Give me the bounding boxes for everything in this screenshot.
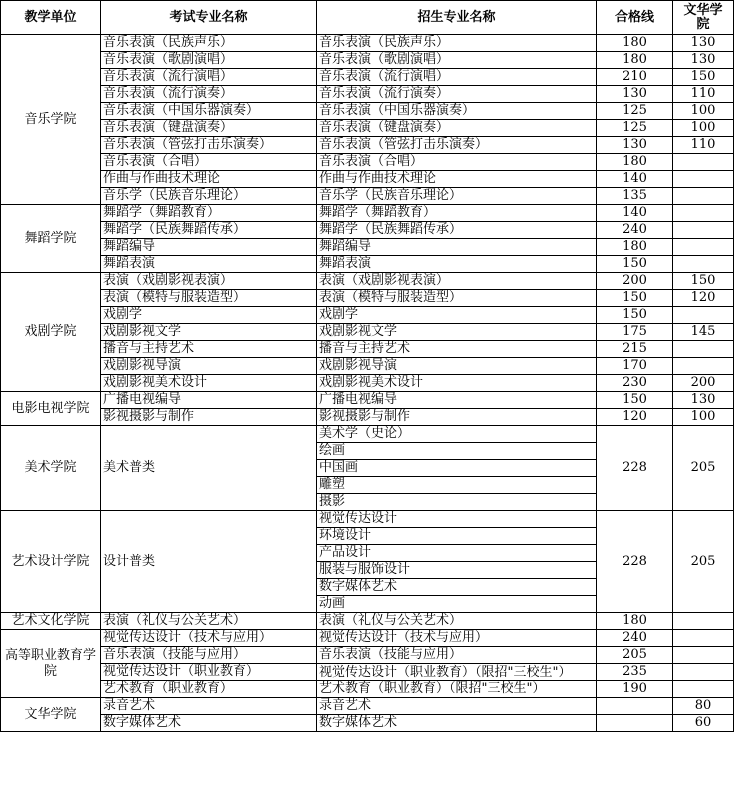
table-row	[1, 69, 734, 86]
exam-major-cell: 戏剧学	[101, 307, 317, 324]
pass-line-cell: 215	[597, 341, 673, 358]
enroll-major-cell: 音乐表演（技能与应用）	[317, 647, 597, 664]
enroll-major-cell: 音乐表演（管弦打击乐演奏）	[317, 137, 597, 154]
enroll-major-cell: 戏剧影视文学	[317, 324, 597, 341]
enroll-major-cell: 作曲与作曲技术理论	[317, 171, 597, 188]
wenhua-line-cell: 130	[673, 392, 734, 409]
wenhua-line-cell	[673, 681, 734, 698]
enroll-major-cell: 视觉传达设计	[317, 511, 597, 528]
header-wenhua-line1: 文华学	[683, 2, 723, 18]
unit-cell: 艺术设计学院	[1, 511, 101, 613]
wenhua-line-cell: 200	[673, 375, 734, 392]
exam-major-cell: 音乐表演（流行演唱）	[101, 69, 317, 86]
pass-line-cell: 180	[597, 239, 673, 256]
enroll-major-cell: 中国画	[317, 460, 597, 477]
enroll-major-cell: 表演（模特与服装造型）	[317, 290, 597, 307]
table-row	[1, 103, 734, 120]
wenhua-line-cell	[673, 647, 734, 664]
enroll-major-cell: 舞蹈学（民族舞蹈传承）	[317, 222, 597, 239]
enroll-major-cell: 产品设计	[317, 545, 597, 562]
table-row	[1, 137, 734, 154]
wenhua-line-cell: 100	[673, 409, 734, 426]
exam-major-cell: 音乐表演（歌剧演唱）	[101, 52, 317, 69]
pass-line-cell: 170	[597, 358, 673, 375]
unit-cell: 美术学院	[1, 426, 101, 511]
wenhua-line-cell	[673, 341, 734, 358]
pass-line-cell: 235	[597, 664, 673, 681]
enroll-major-cell: 美术学（史论）	[317, 426, 597, 443]
pass-line-cell	[597, 698, 673, 715]
table-row	[1, 664, 734, 681]
enroll-major-cell: 音乐表演（流行演奏）	[317, 86, 597, 103]
enroll-major-cell: 音乐表演（流行演唱）	[317, 69, 597, 86]
unit-cell: 音乐学院	[1, 35, 101, 205]
header-pass-line: 合格线	[597, 1, 673, 35]
pass-line-cell: 180	[597, 613, 673, 630]
table-row	[1, 341, 734, 358]
wenhua-line-cell: 145	[673, 324, 734, 341]
exam-major-cell: 表演（戏剧影视表演）	[101, 273, 317, 290]
enroll-major-cell: 环境设计	[317, 528, 597, 545]
enroll-major-cell: 表演（戏剧影视表演）	[317, 273, 597, 290]
table-row	[1, 613, 734, 630]
exam-major-cell: 音乐表演（合唱）	[101, 154, 317, 171]
exam-major-cell: 音乐表演（技能与应用）	[101, 647, 317, 664]
pass-line-cell: 230	[597, 375, 673, 392]
table-row	[1, 86, 734, 103]
header-enroll-major: 招生专业名称	[317, 1, 597, 35]
exam-major-cell: 音乐表演（管弦打击乐演奏）	[101, 137, 317, 154]
enroll-major-cell: 服装与服饰设计	[317, 562, 597, 579]
exam-major-cell: 数字媒体艺术	[101, 715, 317, 732]
wenhua-line-cell: 130	[673, 52, 734, 69]
wenhua-line-cell	[673, 307, 734, 324]
table-row	[1, 171, 734, 188]
wenhua-line-cell: 130	[673, 35, 734, 52]
wenhua-line-cell	[673, 154, 734, 171]
unit-cell: 舞蹈学院	[1, 205, 101, 273]
enroll-major-cell: 音乐学（民族音乐理论）	[317, 188, 597, 205]
table-row	[1, 290, 734, 307]
pass-line-cell: 200	[597, 273, 673, 290]
table-row	[1, 681, 734, 698]
enroll-major-cell: 影视摄影与制作	[317, 409, 597, 426]
pass-line-cell: 140	[597, 171, 673, 188]
enroll-major-cell: 音乐表演（歌剧演唱）	[317, 52, 597, 69]
exam-major-cell: 音乐表演（键盘演奏）	[101, 120, 317, 137]
enroll-major-cell: 数字媒体艺术	[317, 715, 597, 732]
table-header-row	[1, 1, 734, 35]
wenhua-line-cell: 100	[673, 103, 734, 120]
table-row	[1, 273, 734, 290]
pass-line-cell: 150	[597, 307, 673, 324]
table-row	[1, 188, 734, 205]
exam-major-cell: 播音与主持艺术	[101, 341, 317, 358]
enroll-major-cell: 戏剧影视美术设计	[317, 375, 597, 392]
exam-major-cell: 戏剧影视导演	[101, 358, 317, 375]
pass-line-cell: 180	[597, 35, 673, 52]
enroll-major-cell: 数字媒体艺术	[317, 579, 597, 596]
wenhua-line-cell	[673, 630, 734, 647]
table-row	[1, 307, 734, 324]
pass-line-cell: 175	[597, 324, 673, 341]
enroll-major-cell: 舞蹈表演	[317, 256, 597, 273]
pass-line-cell: 180	[597, 154, 673, 171]
exam-major-cell: 设计普类	[101, 511, 317, 613]
enroll-major-cell: 录音艺术	[317, 698, 597, 715]
pass-line-cell: 190	[597, 681, 673, 698]
pass-line-cell: 180	[597, 52, 673, 69]
table-row	[1, 222, 734, 239]
enroll-major-cell: 视觉传达设计（职业教育）（限招"三校生"）	[317, 664, 597, 681]
table-row	[1, 256, 734, 273]
pass-line-cell: 125	[597, 103, 673, 120]
exam-major-cell: 艺术教育（职业教育）	[101, 681, 317, 698]
wenhua-line-cell: 120	[673, 290, 734, 307]
table-row	[1, 239, 734, 256]
pass-line-cell: 150	[597, 256, 673, 273]
exam-major-cell: 美术普类	[101, 426, 317, 511]
header-unit: 教学单位	[1, 1, 101, 35]
pass-line-cell: 140	[597, 205, 673, 222]
pass-line-cell: 150	[597, 392, 673, 409]
pass-line-cell: 205	[597, 647, 673, 664]
wenhua-line-cell	[673, 222, 734, 239]
table-row	[1, 52, 734, 69]
wenhua-line-cell: 100	[673, 120, 734, 137]
table-row	[1, 358, 734, 375]
exam-major-cell: 戏剧影视美术设计	[101, 375, 317, 392]
unit-cell: 文华学院	[1, 698, 101, 732]
wenhua-line-cell	[673, 239, 734, 256]
enroll-major-cell: 表演（礼仪与公关艺术）	[317, 613, 597, 630]
table-row	[1, 511, 734, 528]
exam-major-cell: 视觉传达设计（技术与应用）	[101, 630, 317, 647]
unit-cell: 电影电视学院	[1, 392, 101, 426]
exam-major-cell: 舞蹈表演	[101, 256, 317, 273]
exam-major-cell: 影视摄影与制作	[101, 409, 317, 426]
wenhua-line-cell: 110	[673, 137, 734, 154]
pass-line-cell: 120	[597, 409, 673, 426]
exam-major-cell: 录音艺术	[101, 698, 317, 715]
exam-major-cell: 戏剧影视文学	[101, 324, 317, 341]
wenhua-line-cell	[673, 358, 734, 375]
header-wenhua	[673, 1, 734, 35]
enroll-major-cell: 广播电视编导	[317, 392, 597, 409]
enroll-major-cell: 音乐表演（键盘演奏）	[317, 120, 597, 137]
pass-line-cell: 150	[597, 290, 673, 307]
wenhua-line-cell: 80	[673, 698, 734, 715]
table-row	[1, 647, 734, 664]
pass-line-cell: 135	[597, 188, 673, 205]
enroll-major-cell: 舞蹈编导	[317, 239, 597, 256]
exam-major-cell: 广播电视编导	[101, 392, 317, 409]
pass-line-cell: 228	[597, 426, 673, 511]
wenhua-line-cell	[673, 613, 734, 630]
table-row	[1, 324, 734, 341]
table-row	[1, 409, 734, 426]
wenhua-line-cell: 205	[673, 426, 734, 511]
table-row	[1, 630, 734, 647]
table-row	[1, 154, 734, 171]
exam-major-cell: 舞蹈编导	[101, 239, 317, 256]
exam-major-cell: 视觉传达设计（职业教育）	[101, 664, 317, 681]
wenhua-line-cell: 60	[673, 715, 734, 732]
enroll-major-cell: 摄影	[317, 494, 597, 511]
exam-major-cell: 舞蹈学（民族舞蹈传承）	[101, 222, 317, 239]
pass-line-cell: 130	[597, 137, 673, 154]
exam-major-cell: 表演（模特与服装造型）	[101, 290, 317, 307]
pass-line-cell: 210	[597, 69, 673, 86]
pass-line-cell: 240	[597, 222, 673, 239]
exam-major-cell: 表演（礼仪与公关艺术）	[101, 613, 317, 630]
pass-line-cell: 228	[597, 511, 673, 613]
wenhua-line-cell	[673, 188, 734, 205]
enroll-major-cell: 戏剧影视导演	[317, 358, 597, 375]
wenhua-line-cell	[673, 664, 734, 681]
exam-major-cell: 音乐学（民族音乐理论）	[101, 188, 317, 205]
enroll-major-cell: 视觉传达设计（技术与应用）	[317, 630, 597, 647]
exam-major-cell: 舞蹈学（舞蹈教育）	[101, 205, 317, 222]
table-row	[1, 120, 734, 137]
enroll-major-cell: 雕塑	[317, 477, 597, 494]
wenhua-line-cell: 205	[673, 511, 734, 613]
wenhua-line-cell: 110	[673, 86, 734, 103]
enroll-major-cell: 音乐表演（民族声乐）	[317, 35, 597, 52]
pass-line-cell	[597, 715, 673, 732]
pass-line-cell: 240	[597, 630, 673, 647]
unit-cell: 戏剧学院	[1, 273, 101, 392]
exam-major-cell: 音乐表演（流行演奏）	[101, 86, 317, 103]
enroll-major-cell: 动画	[317, 596, 597, 613]
header-wenhua-line2: 院	[696, 16, 710, 32]
wenhua-line-cell	[673, 171, 734, 188]
exam-major-cell: 作曲与作曲技术理论	[101, 171, 317, 188]
wenhua-line-cell: 150	[673, 273, 734, 290]
enroll-major-cell: 戏剧学	[317, 307, 597, 324]
wenhua-line-cell	[673, 205, 734, 222]
unit-cell: 艺术文化学院	[1, 613, 101, 630]
enroll-major-cell: 音乐表演（中国乐器演奏）	[317, 103, 597, 120]
table-row	[1, 35, 734, 52]
pass-line-cell: 130	[597, 86, 673, 103]
wenhua-line-cell	[673, 256, 734, 273]
pass-line-cell: 125	[597, 120, 673, 137]
table-row	[1, 392, 734, 409]
enroll-major-cell: 艺术教育（职业教育）（限招"三校生"）	[317, 681, 597, 698]
table-row	[1, 375, 734, 392]
enroll-major-cell: 绘画	[317, 443, 597, 460]
header-exam-major: 考试专业名称	[101, 1, 317, 35]
wenhua-line-cell: 150	[673, 69, 734, 86]
exam-major-cell: 音乐表演（中国乐器演奏）	[101, 103, 317, 120]
table-row	[1, 205, 734, 222]
enroll-major-cell: 舞蹈学（舞蹈教育）	[317, 205, 597, 222]
enroll-major-cell: 音乐表演（合唱）	[317, 154, 597, 171]
table-row	[1, 715, 734, 732]
enroll-major-cell: 播音与主持艺术	[317, 341, 597, 358]
exam-major-cell: 音乐表演（民族声乐）	[101, 35, 317, 52]
table-row	[1, 698, 734, 715]
table-row	[1, 426, 734, 443]
unit-cell: 高等职业教育学院	[1, 630, 101, 698]
